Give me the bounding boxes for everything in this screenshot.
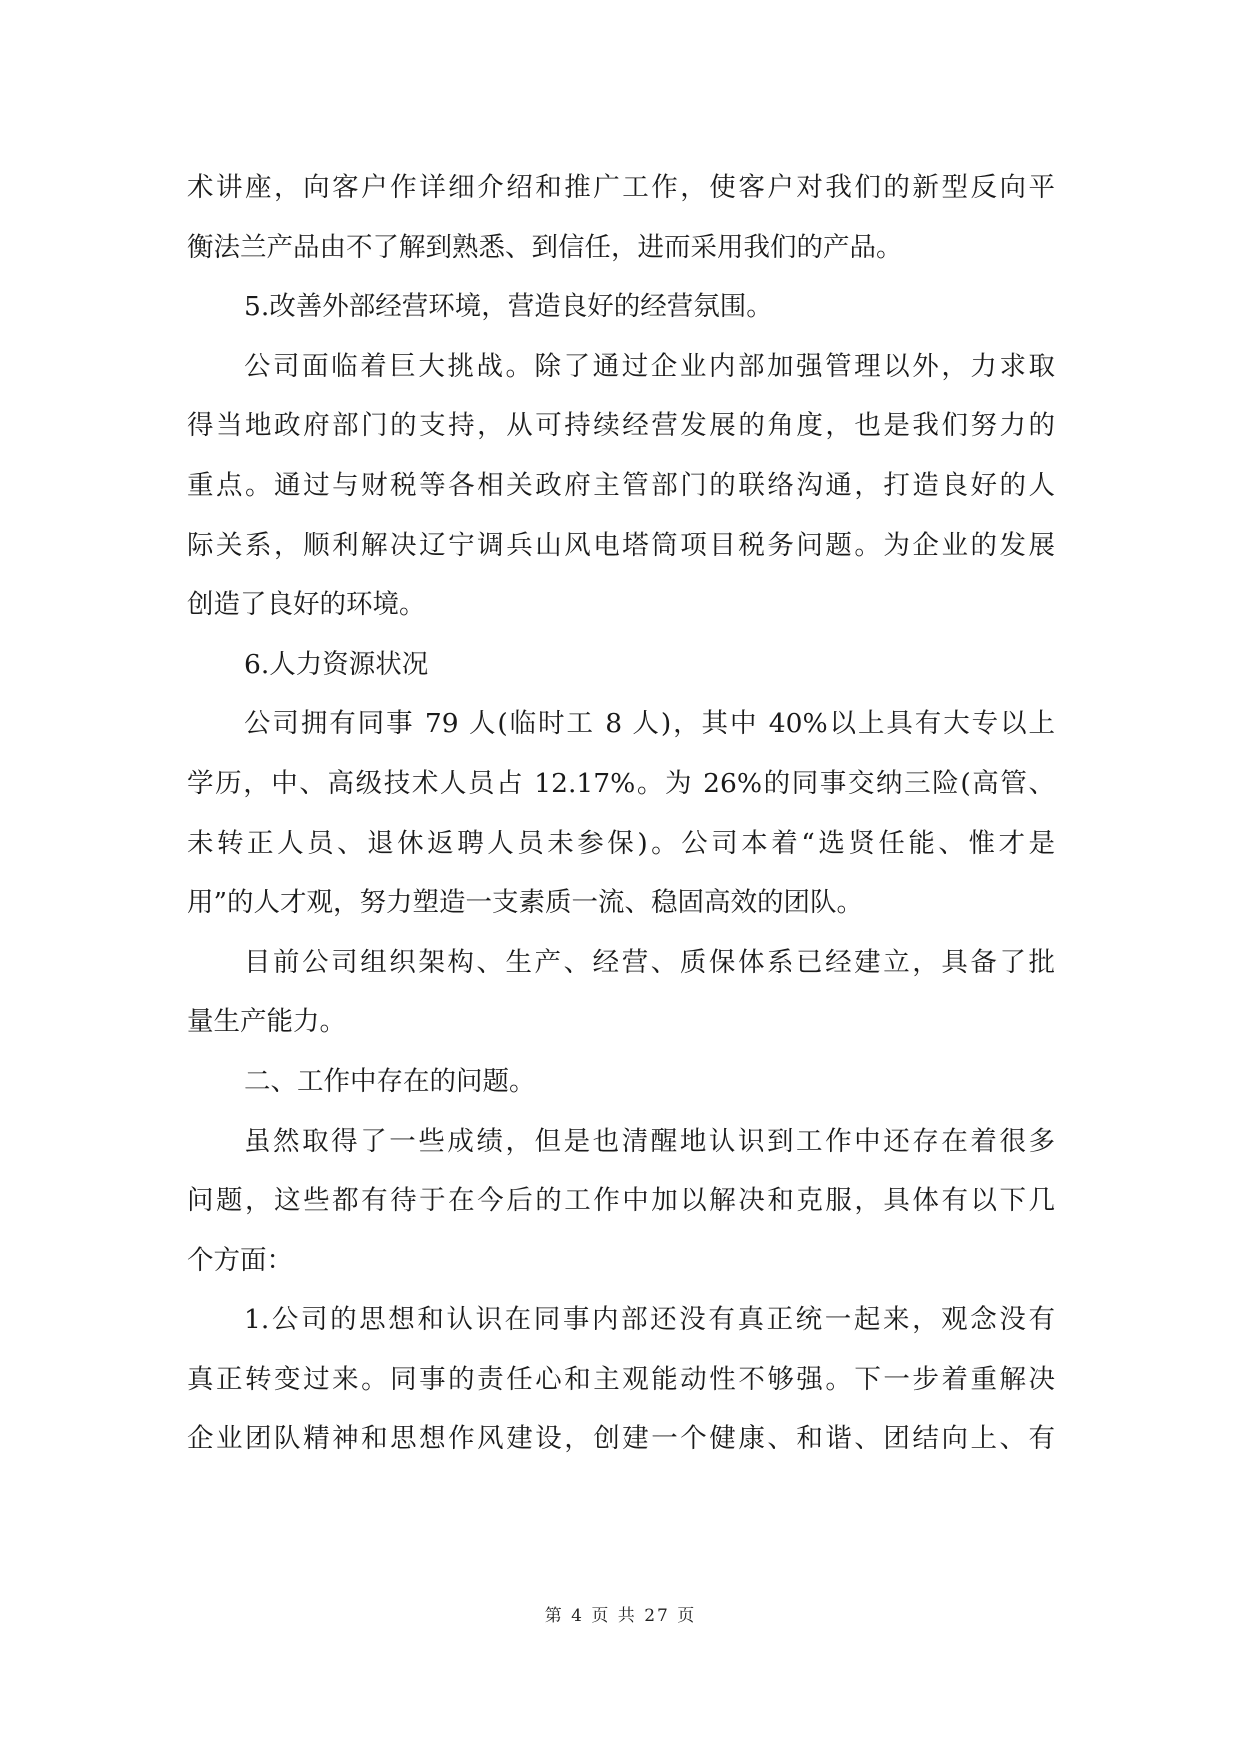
text-line: 未转正人员、退休返聘人员未参保)。公司本着“选贤任能、惟才是	[187, 827, 1055, 859]
section-heading: 二、工作中存在的问题。	[244, 1065, 536, 1097]
text-line: 公司拥有同事 79 人(临时工 8 人)，其中 40%以上具有大专以上	[244, 708, 1055, 740]
section-heading: 6.人力资源状况	[244, 648, 429, 680]
text-line: 学历，中、高级技术人员占 12.17%。为 26%的同事交纳三险(高管、	[187, 767, 1055, 799]
page-footer: 第 4 页 共 27 页	[544, 1606, 697, 1626]
text-line: 得当地政府部门的支持，从可持续经营发展的角度，也是我们努力的	[187, 410, 1055, 442]
text-line: 1.公司的思想和认识在同事内部还没有真正统一起来，观念没有	[244, 1304, 1055, 1336]
text-line: 真正转变过来。同事的责任心和主观能动性不够强。下一步着重解决	[187, 1363, 1055, 1395]
text-line: 5.改善外部经营环境，营造良好的经营氛围。	[244, 291, 773, 323]
text-line: 问题，这些都有待于在今后的工作中加以解决和克服，具体有以下几	[187, 1185, 1055, 1217]
text-line: 衡法兰产品由不了解到熟悉、到信任，进而采用我们的产品。	[187, 231, 903, 263]
text-line: 术讲座，向客户作详细介绍和推广工作，使客户对我们的新型反向平	[187, 172, 1055, 203]
text-line: 企业团队精神和思想作风建设，创建一个健康、和谐、团结向上、有	[187, 1423, 1055, 1455]
text-line: 重点。通过与财税等各相关政府主管部门的联络沟通，打造良好的人	[187, 469, 1055, 501]
text-line: 用”的人才观，努力塑造一支素质一流、稳固高效的团队。	[187, 887, 864, 919]
text-line: 创造了良好的环境。	[187, 589, 426, 621]
text-line: 个方面：	[187, 1244, 293, 1276]
text-line: 公司面临着巨大挑战。除了通过企业内部加强管理以外，力求取	[244, 350, 1055, 382]
text-line: 目前公司组织架构、生产、经营、质保体系已经建立，具备了批	[244, 946, 1055, 978]
body-text	[187, 158, 1055, 1469]
text-line: 际关系，顺利解决辽宁调兵山风电塔筒项目税务问题。为企业的发展	[187, 529, 1055, 561]
text-line: 量生产能力。	[187, 1006, 346, 1038]
text-line: 虽然取得了一些成绩，但是也清醒地认识到工作中还存在着很多	[244, 1125, 1055, 1157]
